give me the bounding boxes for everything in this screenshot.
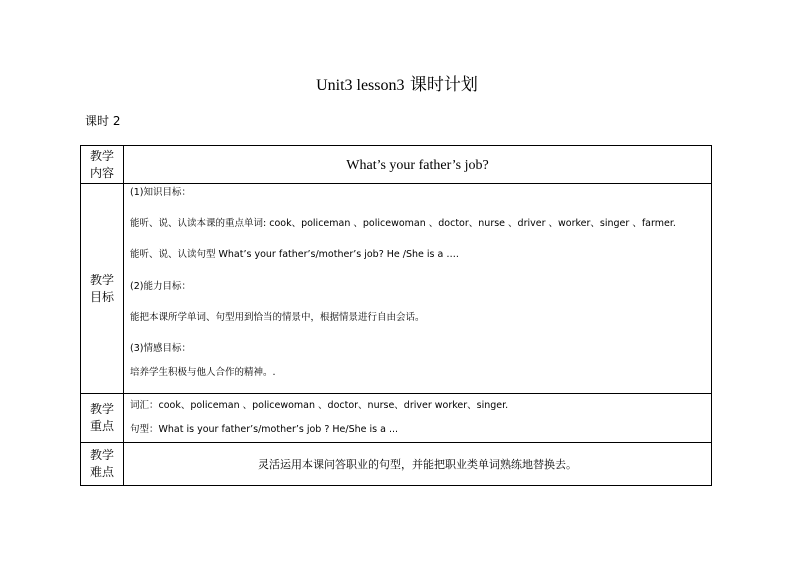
- lesson-topic: What’s your father’s job?: [346, 157, 489, 173]
- label-content-line2: 内容: [89, 165, 114, 180]
- objective-heading-ability: (2)能力目标：: [130, 281, 191, 292]
- label-content: [81, 146, 124, 184]
- period-label: 课时 2: [85, 114, 121, 128]
- key-points-cell: [124, 394, 712, 443]
- row-content: [81, 146, 712, 184]
- label-objectives: [81, 184, 124, 394]
- objective-heading-knowledge: (1)知识目标：: [130, 187, 191, 198]
- lesson-plan-table: [80, 145, 712, 486]
- label-objectives-line1: 教学: [89, 272, 114, 287]
- title-latin: Unit3 lesson3: [316, 77, 405, 94]
- label-difficulties-line2: 难点: [89, 465, 114, 479]
- objectives-cell: [124, 184, 712, 394]
- objective-sentence: 能听、说、认读句型 What’s your father’s/mother’s job? He /She is a ….: [130, 249, 459, 260]
- label-key-points: [81, 394, 124, 443]
- objective-ability: 能把本课所学单词、句型用到恰当的情景中，根据情景进行自由会话。: [130, 312, 425, 323]
- label-key-points-line2: 重点: [89, 419, 114, 433]
- key-vocabulary: 词汇：cook、policeman 、policewoman 、doctor、nurse、driver worker、singer.: [130, 400, 509, 411]
- objective-heading-emotion: (3)情感目标：: [130, 343, 191, 354]
- content-cell: [124, 146, 712, 184]
- title-chinese: 课时计划: [409, 75, 478, 95]
- label-content-line1: 教学: [89, 148, 114, 163]
- page-title: [0, 70, 794, 95]
- row-difficulties: [81, 443, 712, 486]
- difficulties-cell: [124, 443, 712, 486]
- objective-words: 能听、说、认读本课的重点单词: cook、policeman 、policewoman 、doctor、nurse 、driver 、worker、singer 、farmer.: [130, 218, 676, 229]
- label-objectives-line2: 目标: [89, 289, 114, 304]
- row-objectives: [81, 184, 712, 394]
- row-key-points: [81, 394, 712, 443]
- key-sentence: 句型：What is your father’s/mother’s job ? He/She is a ...: [130, 424, 399, 435]
- difficulty-text: 灵活运用本课问答职业的句型，并能把职业类单词熟练地替换去。: [258, 458, 577, 471]
- label-key-points-line1: 教学: [89, 402, 114, 416]
- label-difficulties: [81, 443, 124, 486]
- label-difficulties-line1: 教学: [89, 448, 114, 462]
- objective-emotion: 培养学生积极与他人合作的精神。.: [130, 367, 276, 378]
